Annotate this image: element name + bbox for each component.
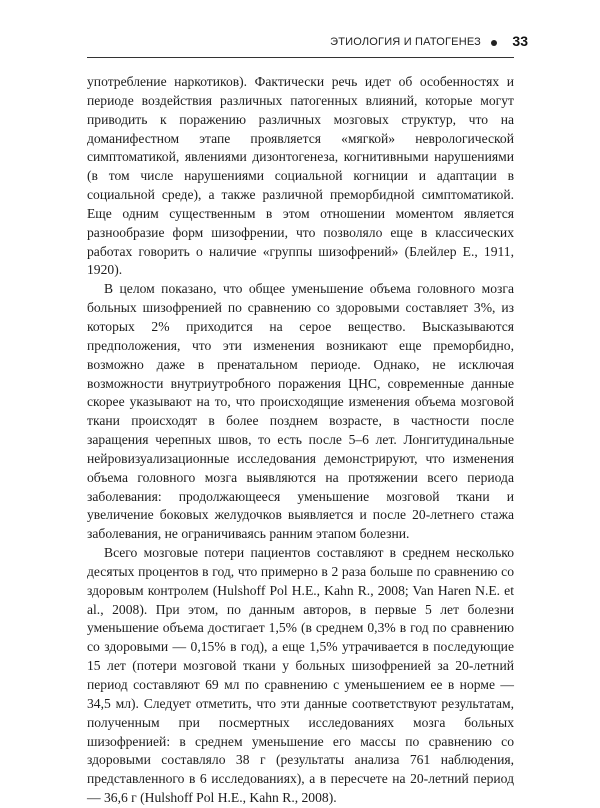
paragraph-continued: употребление наркотиков). Фактически речь идет об особенностях и периоде воздействия различных патогенных влияний, которые могут приводить к поражению различных мозговых структур, что на доманифестном этапе проявляется «мягкой» неврологической симптоматикой, явлениями дизонтогенеза, когнитивными нарушениями (в том числе нарушениями социальной когниции и адаптации в социальной среде), а также различной преморбидной симптоматикой. Еще одним существенным в этом отношении моментом является разнообразие форм шизофрении, что позволяло еще в классических работах говорить о наличие «группы шизофрений» (Блейлер Е., 1911, 1920). <box>87 74 514 278</box>
paragraph-brain-loss: Всего мозговые потери пациентов составляют в среднем несколько десятых процентов в год, что примерно в 2 раза больше по сравнению со здоровым контролем (Hulshoff Pol H.E., Kahn R., 2008; Van Haren N.E. et al., 2008). При этом, по данным авторов, в первые 5 лет болезни уменьшение объема достигает 1,5% (в среднем 0,3% в год по сравнению со здоровыми — 0,15% в год), а еще 1,5% утрачивается в последующие 15 лет (потери мозговой ткани у больных шизофренией за 20-летний период составляют 69 мл по сравнению с уменьшением ее в норме — 34,5 мл). Следует отметить, что эти данные соответствуют результатам, полученным при посмертных исследованиях мозга больных шизофренией: в среднем уменьшение его массы по сравнению со здоровыми составляло 38 г (результаты анализа 761 наблюдения, представленного в 6 исследованиях), а в пересчете на 20-летний период — 36,6 г (Hulshoff Pol H.E., Kahn R., 2008). <box>87 545 514 806</box>
running-header <box>0 30 600 60</box>
bullet-icon <box>491 40 497 46</box>
running-title: ЭТИОЛОГИЯ И ПАТОГЕНЕЗ <box>330 36 481 48</box>
page-number: 33 <box>512 33 528 49</box>
paragraph-brain-volume: В целом показано, что общее уменьшение объема головного мозга больных шизофренией по сравнению со здоровыми составляет 3%, из которых 2% приходится на серое вещество. Высказываются предположения, что эти изменения возникают еще преморбидно, возможно даже в пренатальном периоде. Однако, не исключая возможности внутриутробного поражения ЦНС, современные данные скорее указывают на то, что происходящие изменения объема мозговой ткани происходят в более позднем возрасте, в частности после заращения черепных швов, то есть после 5–6 лет. Лонгитудинальные нейровизуализационные исследования демонстрируют, что изменения объема головного мозга выявляются на протяжении всего периода заболевания: продолжающееся уменьшение мозговой ткани и увеличение боковых желудочков выявляется и после 20-летнего стажа заболевания, не ограничиваясь ранним этапом болезни. <box>87 281 514 542</box>
body-text <box>87 73 514 808</box>
header-divider <box>87 57 514 58</box>
